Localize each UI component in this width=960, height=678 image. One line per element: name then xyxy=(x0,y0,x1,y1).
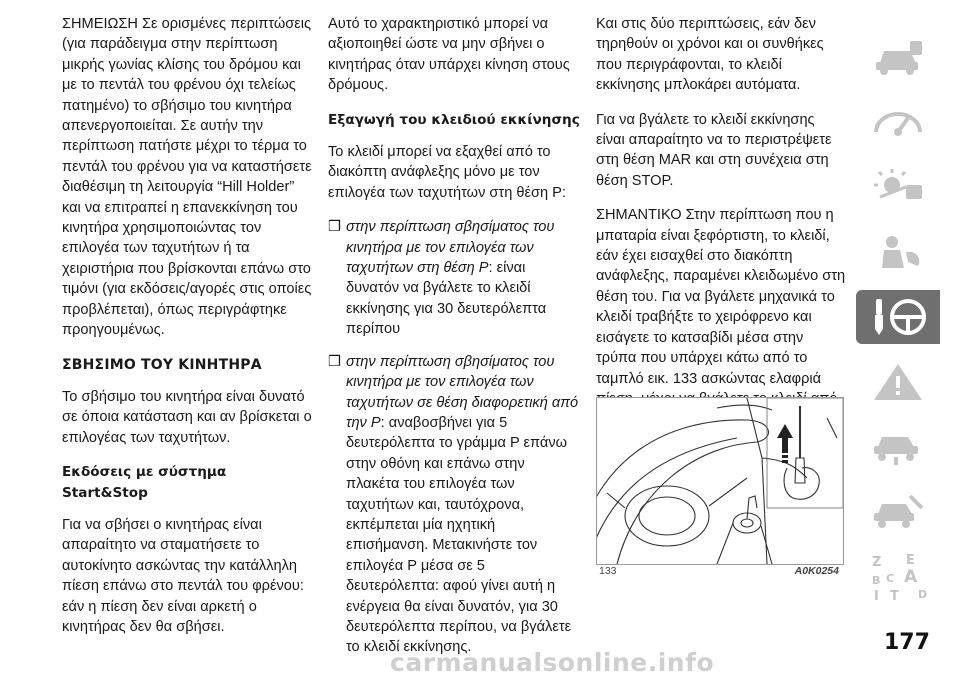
safety-icon[interactable] xyxy=(856,225,940,279)
chapter-sidebar xyxy=(856,30,940,615)
text-column-3 xyxy=(596,14,846,444)
text-column-1 xyxy=(62,14,312,651)
index-letter: D xyxy=(918,588,928,601)
warning-lights-icon[interactable] xyxy=(856,160,940,214)
index-letter: A xyxy=(904,567,918,587)
bullet-text: : είναι δυνατόν να βγάλετε το κλειδί εκκίνησης για 30 δευτερόλεπτα περίπου xyxy=(346,260,547,338)
index-letter: B xyxy=(872,574,881,587)
section-heading-key-removal: Εξαγωγή του κλειδιού εκκίνησης xyxy=(328,111,580,128)
figure-ignition-key-removal xyxy=(596,397,844,565)
figure-code: A0K0254 xyxy=(794,565,839,577)
note-paragraph: ΣΗΜΕΙΩΣΗ Σε ορισμένες περιπτώσεις (για παράδειγμα στην περίπτωση μικρής γωνίας κλίσης του δρόμου και με το πεντάλ του φρένου όχι τελείως πατημένο) το σβήσιμο του κινητήρα απενεργοποιείται. Σε αυτήν την περίπτωση πατήστε μέχρι το τέρμα το πεντάλ του φρένου για να καταστήσετε διαθέσιμη τη λειτουργία “Hill Holder” και να επιτραπεί η επανεκκίνηση του κινητήρα χρησιμοποιώντας τον επιλογέα των ταχυτήτων ή τα χειριστήρια που βρίσκονται επάνω στο τιμόνι (για εκδόσεις/αγορές στις οποίες προβλέπεται), όπως περιγράφτηκε προηγουμένως. xyxy=(62,16,312,339)
key-steering-wheel-icon[interactable] xyxy=(856,290,940,344)
subheading-start-stop: Εκδόσεις με σύστημα Start&Stop xyxy=(62,464,227,501)
bullet-mark: ❒ xyxy=(328,219,342,236)
mar-stop-paragraph: Για να βγάλετε το κλειδί εκκίνησης είναι απαραίτητο να το περιστρέψετε στη θέση MAR και στη συνέχεια στη θέση STOP. xyxy=(596,111,832,189)
car-jack-icon[interactable] xyxy=(856,420,940,474)
text-column-2 xyxy=(328,14,580,670)
figure-number: 133 xyxy=(599,565,617,577)
index-letters-icon[interactable] xyxy=(856,550,940,604)
bullet-mark: ❒ xyxy=(328,353,342,370)
timeout-paragraph: Και στις δύο περιπτώσεις, εάν δεν τηρηθούν οι χρόνοι και οι συνθήκες που περιγράφονται, το κλειδί εκκίνησης μπλοκάρει αυτόματα. xyxy=(596,16,824,94)
watermark: carmanualsonline.info xyxy=(390,648,715,677)
dashboard-icon[interactable] xyxy=(856,95,940,149)
ignition-illustration xyxy=(597,398,843,564)
important-paragraph: ΣΗΜΑΝΤΙΚΟ Στην περίπτωση που η μπαταρία είναι ξεφόρτιστη, το κλειδί, εάν έχει εισαχθεί στο διακόπτη ανάφλεξης, παραμένει κλειδωμένο στη θέση του. Για να βγάλετε μηχανικά το κλειδί τραβήξτε το χειρόφρενο και εισάγετε το κατσαβίδι μέσα στην τρύπα που υπάρχει κάτω από το ταμπλό εικ. 133 ασκώντας ελαφριά xyxy=(596,207,846,387)
page-number: 177 xyxy=(884,630,930,655)
index-letter: T xyxy=(890,589,899,602)
bullet-item-p-position xyxy=(328,217,580,339)
bullet-text: : αναβοσβήνει για 5 δευτερόλεπτα το γράμμα P επάνω στην οθόνη και επάνω στην πλακέτα του επιλογέα των ταχυτήτων και, ταυτόχρονα, εκπέμπεται μία ηχητική επισήμανση. Μετακινήστε τον επιλογέα P μέσα σε 5 δευτερόλεπτα: αφού γίνει αυτή η ενέργεια θα είναι δυνατόν, για 30 δευτερόλεπτα περίπου, να βγάλετε το κλειδί εκκίνησης. xyxy=(346,414,572,656)
section-heading-engine-stop: ΣΒΗΣΙΜΟ ΤΟΥ ΚΙΝΗΤΗΡΑ xyxy=(62,356,262,373)
bullet-italic-text: στην περίπτωση σβησίματος του κινητήρα με τον επιλογέα των ταχυτήτων σε θέση διαφορετική από την P xyxy=(346,353,579,431)
index-letter: E xyxy=(906,553,915,568)
car-tools-icon[interactable] xyxy=(856,485,940,539)
engine-stop-paragraph: Το σβήσιμο του κινητήρα είναι δυνατό σε όποια κατάσταση και αν βρίσκεται ο επιλογέας των ταχυτήτων. xyxy=(62,388,312,446)
bullet-item-other-position xyxy=(328,352,580,658)
index-letter: C xyxy=(886,572,895,585)
bullet-italic-text: στην περίπτωση σβησίματος του κινητήρα με τον επιλογέα των ταχυτήτων στη θέση P xyxy=(346,219,555,277)
figure-caption xyxy=(597,565,841,581)
traffic-paragraph: Αυτό το χαρακτηριστικό μπορεί να αξιοποιηθεί ώστε να μην σβήνει ο κινητήρας όταν υπάρχει κίνηση στους δρόμους. xyxy=(328,16,570,94)
car-info-icon[interactable] xyxy=(856,30,940,84)
index-letter: Z xyxy=(872,555,882,570)
start-stop-paragraph: Για να σβήσει ο κινητήρας είναι απαραίτητο να σταματήσετε το αυτοκίνητο ασκώντας την κατάλληλη πίεση επάνω στο πεντάλ του φρένου: εάν η πίεση δεν είναι αρκετή ο κινητήρας δεν θα σβήσει. xyxy=(62,516,304,635)
road-warning-icon[interactable] xyxy=(856,355,940,409)
index-letter: I xyxy=(874,589,879,602)
key-removal-paragraph: Το κλειδί μπορεί να εξαχθεί από το διακόπτη ανάφλεξης μόνο με τον επιλογέα των ταχυτήτων στη θέση P: xyxy=(328,144,566,201)
